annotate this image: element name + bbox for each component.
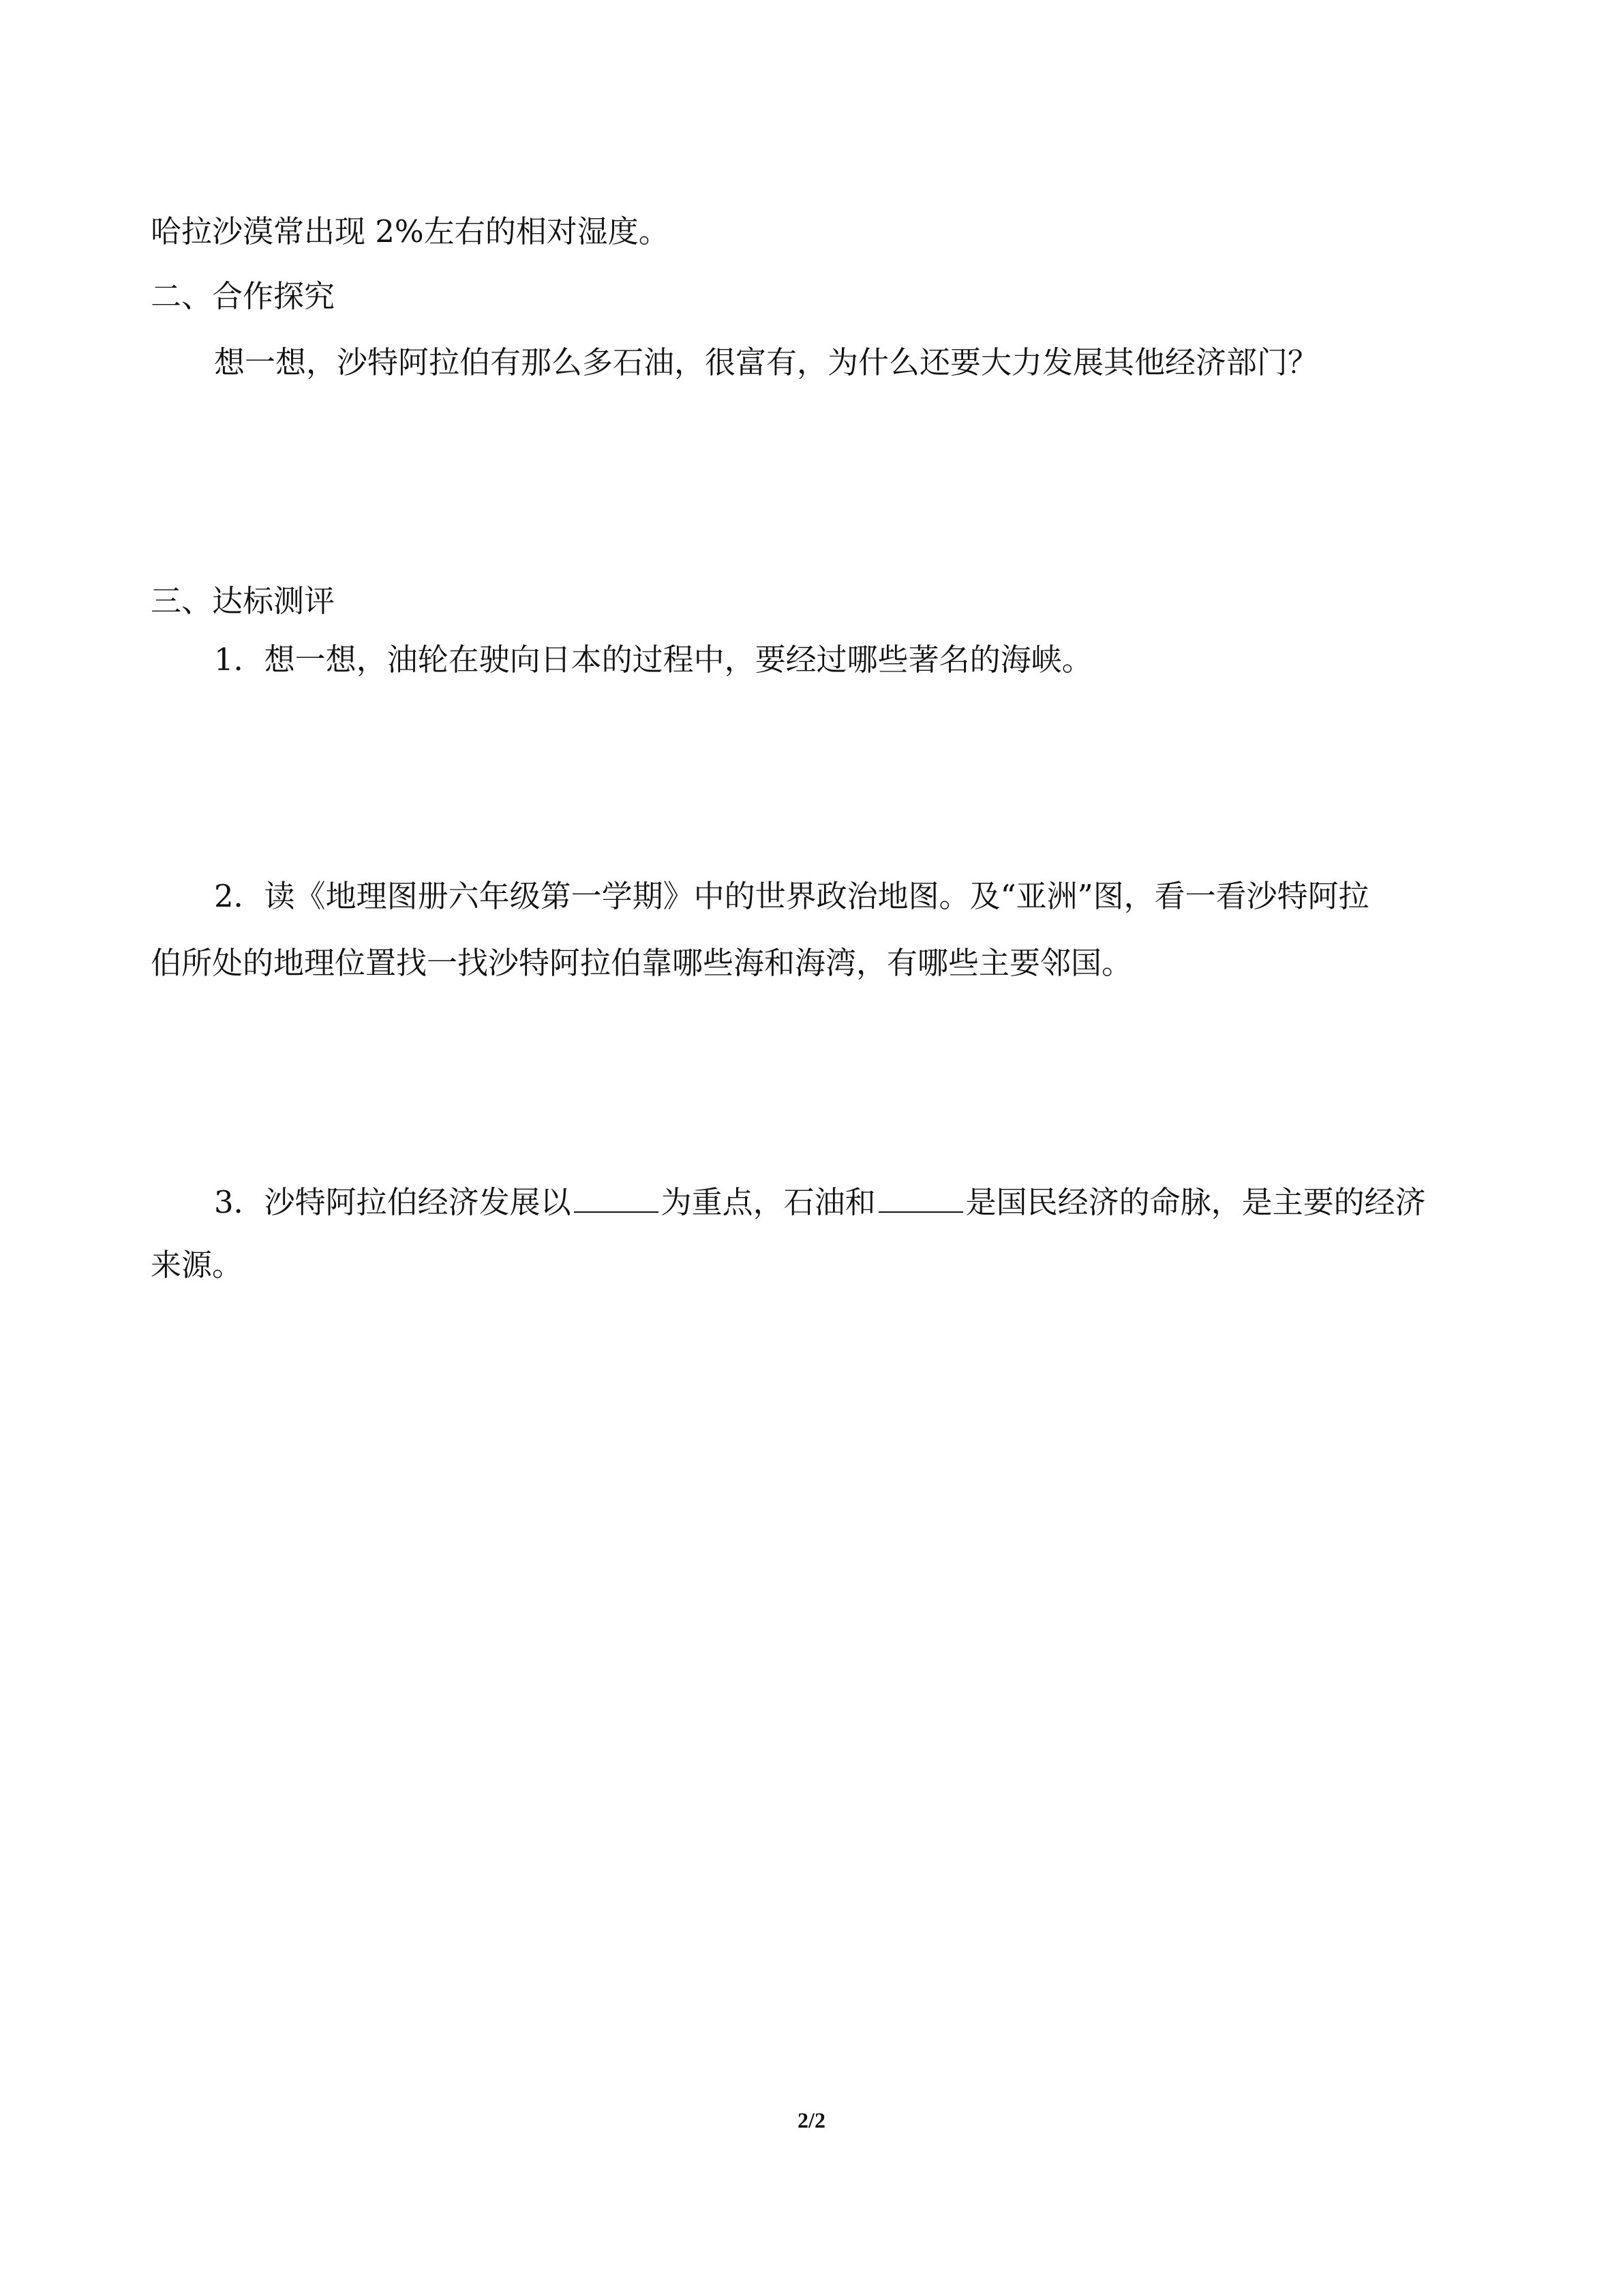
question-1: 1．想一想，油轮在驶向日本的过程中，要经过哪些著名的海峡。 [214,641,1093,678]
continuation-text: 哈拉沙漠常出现 2%左右的相对湿度。 [151,213,669,250]
fill-in-blank-1[interactable] [574,1180,658,1213]
question-3-line-1 [214,1180,1489,1223]
question-2-line-2: 伯所处的地理位置找一找沙特阿拉伯靠哪些海和海湾，有哪些主要邻国。 [151,945,1133,981]
inquiry-question: 想一想，沙特阿拉伯有那么多石油，很富有，为什么还要大力发展其他经济部门？ [214,344,1319,380]
question-3-line-2: 来源。 [151,1247,243,1283]
fill-in-blank-2[interactable] [879,1180,963,1213]
question-3-text-part-2: 为重点，石油和 [661,1184,876,1220]
question-3-text-part-3: 是国民经济的命脉，是主要的经济 [965,1184,1426,1220]
question-3-text-part-1: 3．沙特阿拉伯经济发展以 [214,1184,571,1220]
section-heading-cooperative-inquiry: 二、合作探究 [151,278,335,314]
question-2-line-1: 2．读《地理图册六年级第一学期》中的世界政治地图。及“亚洲”图，看一看沙特阿拉 [214,878,1369,914]
page-number: 2/2 [798,2108,825,2132]
section-heading-assessment: 三、达标测评 [151,583,335,619]
